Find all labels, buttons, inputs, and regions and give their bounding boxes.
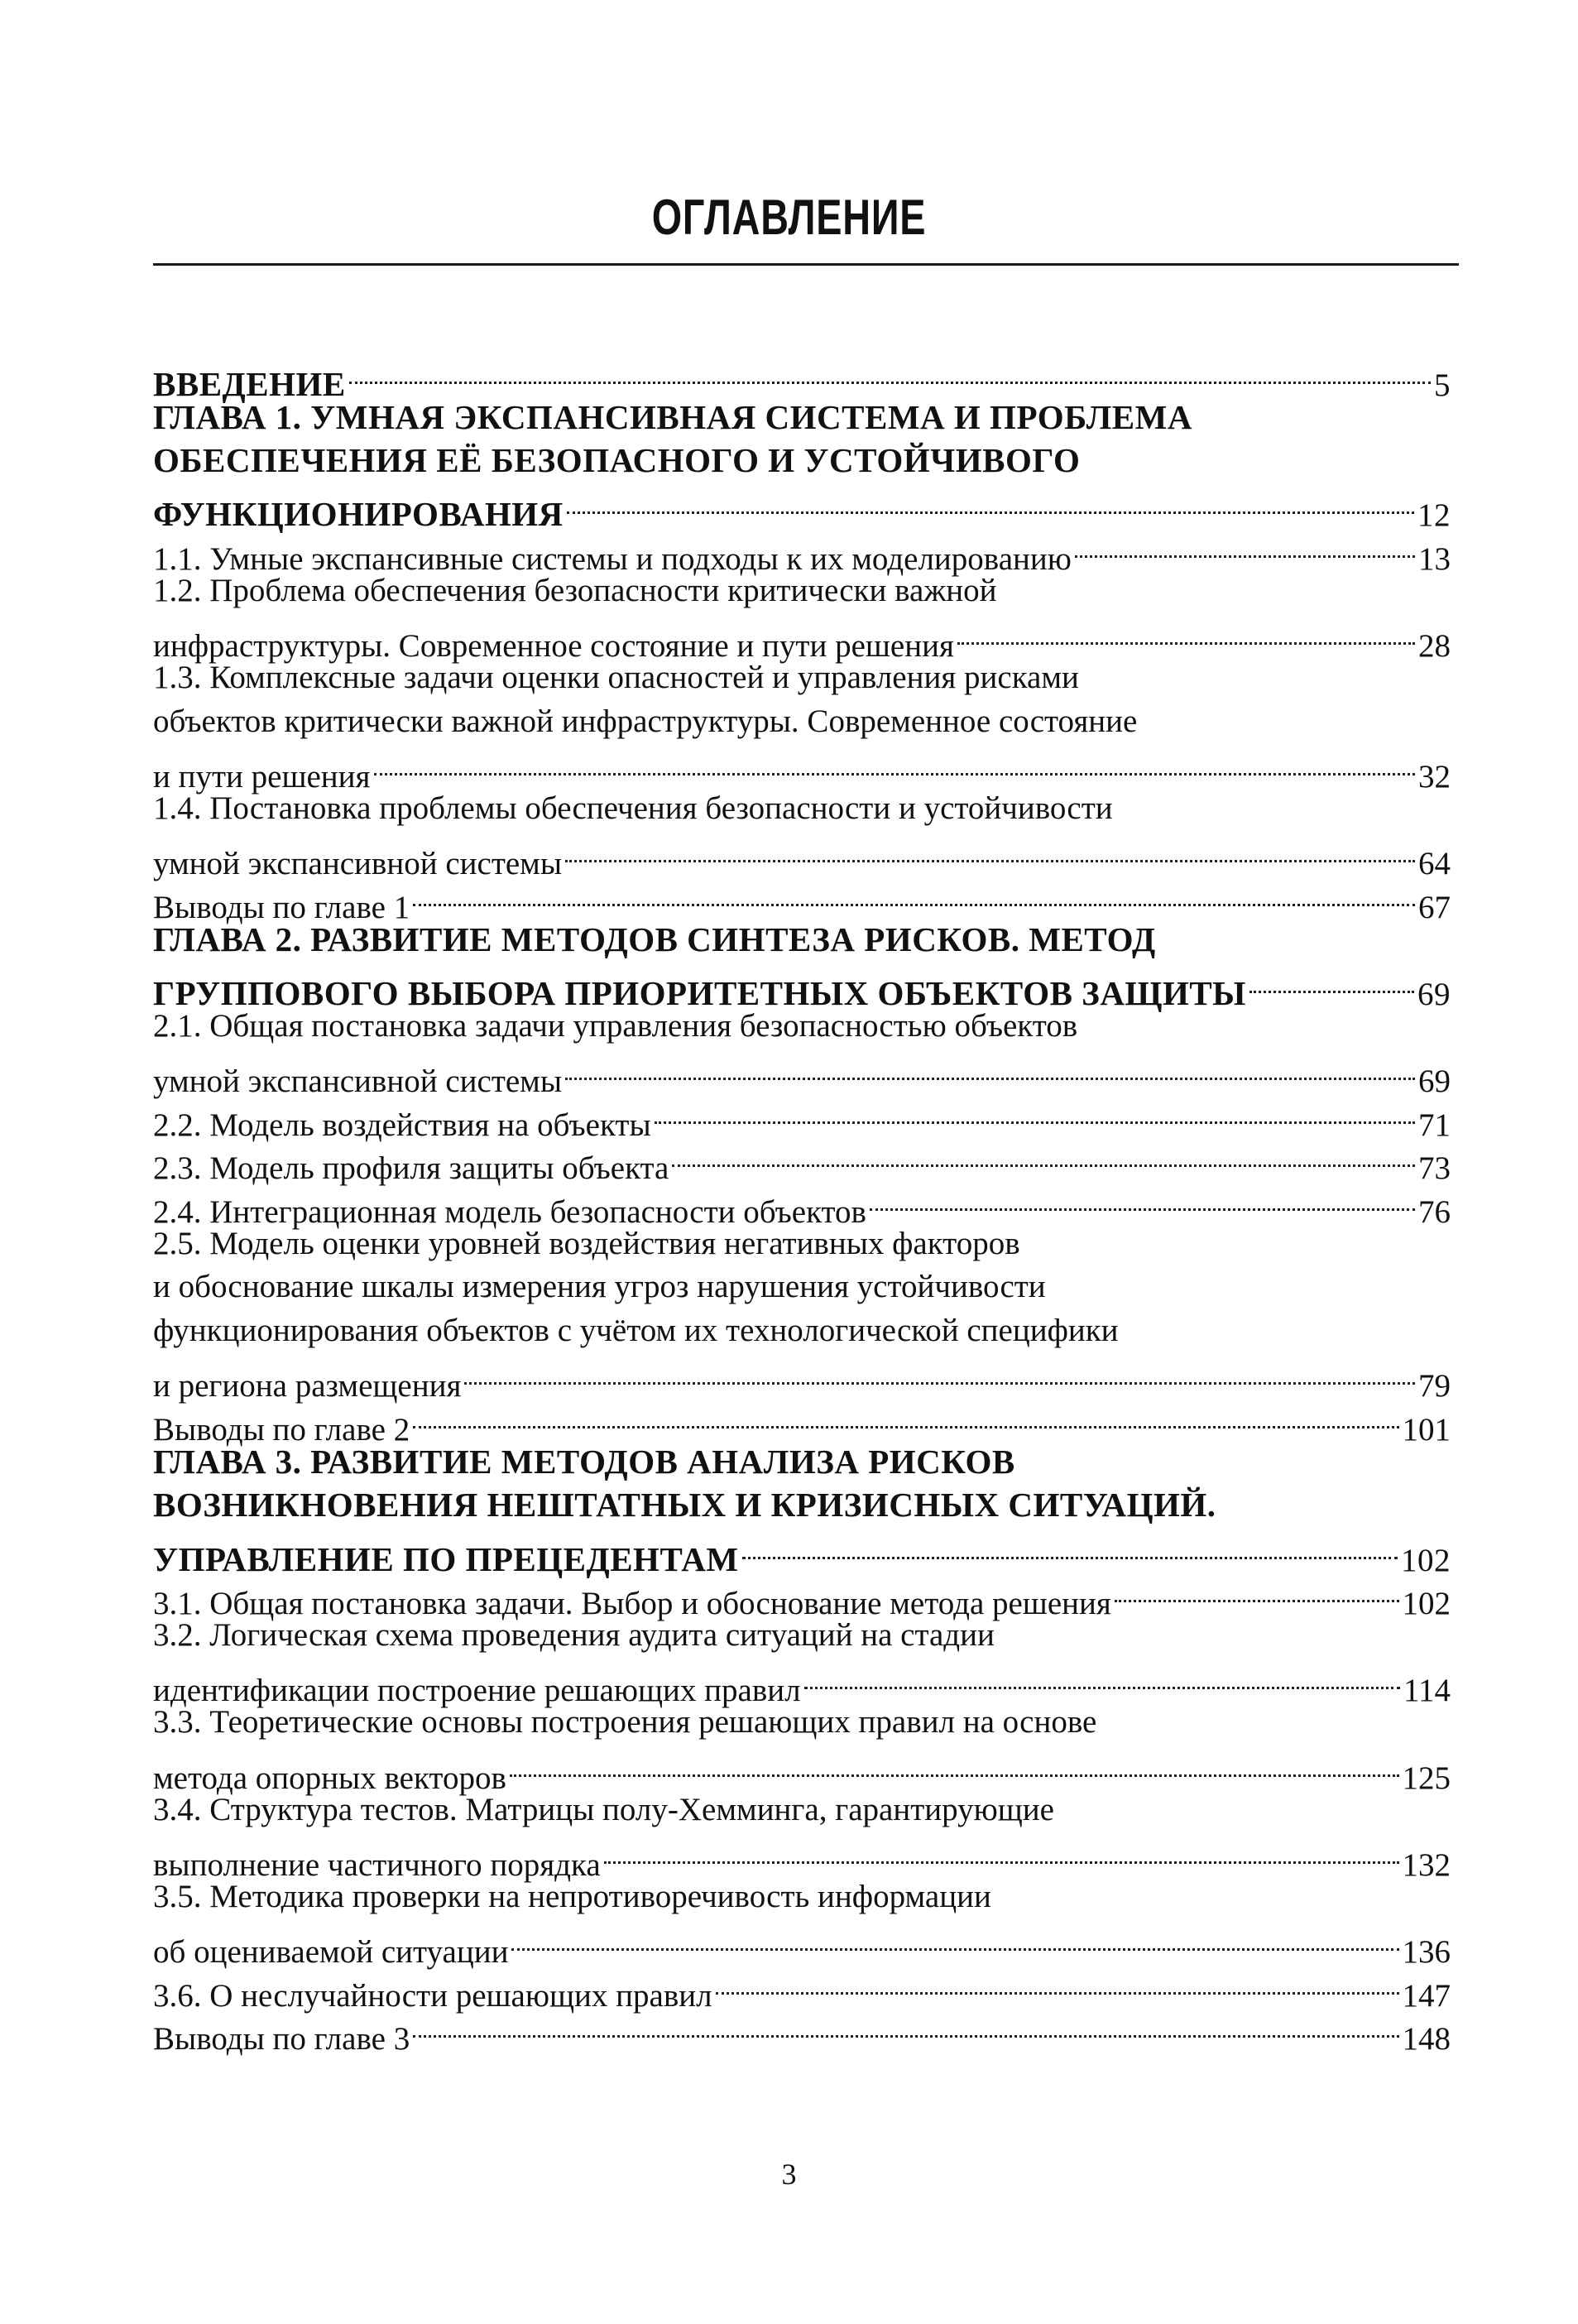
toc-entry-text: объектов критически важной инфраструктуры. Современное состояние xyxy=(153,703,1138,739)
toc-page-number: 148 xyxy=(1402,2021,1451,2058)
toc-section-line xyxy=(153,1832,1451,1883)
toc-entry-text: 3.1. Общая постановка задачи. Выбор и обоснование метода решения xyxy=(153,1586,1111,1622)
toc-section-line xyxy=(153,1005,1451,1049)
toc-page-number: 136 xyxy=(1402,1933,1451,1970)
toc-entry-text: 2.2. Модель воздействия на объекты xyxy=(153,1107,651,1143)
page-title: ОГЛАВЛЕНИЕ xyxy=(651,190,927,245)
toc-section-line xyxy=(153,1222,1451,1266)
toc-chapter-line xyxy=(153,918,1451,962)
toc-entry-text: ВОЗНИКНОВЕНИЯ НЕШТАТНЫХ И КРИЗИСНЫХ СИТУАЦИЙ. xyxy=(153,1486,1216,1525)
toc-section-line xyxy=(153,700,1451,744)
toc-section-line xyxy=(153,1918,1451,1970)
dot-leader xyxy=(511,1918,1398,1962)
toc-page-number: 67 xyxy=(1418,889,1451,925)
toc-section-line xyxy=(153,1789,1451,1832)
toc-section-line xyxy=(153,1875,1451,1919)
toc-section-line xyxy=(153,1353,1451,1404)
toc-page-number: 69 xyxy=(1418,1064,1451,1100)
page-number: 3 xyxy=(781,2158,797,2191)
toc-page-number: 102 xyxy=(1401,1542,1451,1578)
toc-section-line xyxy=(153,1614,1451,1658)
toc-entry-text: 3.6. О неслучайности решающих правил xyxy=(153,1977,712,2014)
toc-page-number: 69 xyxy=(1417,976,1451,1012)
toc-page-number: 28 xyxy=(1418,628,1451,665)
toc-entry-text: ГРУППОВОГО ВЫБОРА ПРИОРИТЕТНЫХ ОБЪЕКТОВ ЗАЩИТЫ xyxy=(153,973,1246,1012)
toc-entry-text: Выводы по главе 1 xyxy=(153,889,410,925)
toc-entry-text: 3.5. Методика проверки на непротиворечивость информации xyxy=(153,1878,991,1914)
dot-leader xyxy=(464,1353,1415,1397)
toc-entry-text: об оцениваемой ситуации xyxy=(153,1933,509,1970)
toc-page-number: 101 xyxy=(1402,1411,1451,1448)
toc-entry-text: 3.2. Логическая схема проведения аудита ситуаций на стадии xyxy=(153,1617,995,1654)
toc-section-line xyxy=(153,787,1451,831)
toc-entry-text: идентификации построение решающих правил xyxy=(153,1673,801,1709)
toc-entry-text: и региона размещения xyxy=(153,1368,462,1404)
toc-page-number: 64 xyxy=(1418,846,1451,882)
toc-page-number: 73 xyxy=(1418,1150,1451,1187)
toc-page-number: 5 xyxy=(1434,367,1451,403)
toc-entry-text: ГЛАВА 3. РАЗВИТИЕ МЕТОДОВ АНАЛИЗА РИСКОВ xyxy=(153,1442,1015,1481)
toc-page-number: 79 xyxy=(1418,1368,1451,1404)
dot-leader xyxy=(672,1136,1415,1179)
toc-section-line xyxy=(153,569,1451,613)
toc-chapter-line xyxy=(153,352,1451,403)
toc-page-number: 132 xyxy=(1402,1846,1451,1883)
dot-leader xyxy=(565,1049,1415,1092)
toc-entry-text: 1.4. Постановка проблемы обеспечения безопасности и устойчивости xyxy=(153,790,1113,826)
toc-page-number: 12 xyxy=(1417,497,1451,534)
toc-section-line xyxy=(153,1701,1451,1745)
toc-page-number: 76 xyxy=(1418,1193,1451,1230)
dot-leader xyxy=(1249,961,1414,1005)
toc-page-number: 114 xyxy=(1403,1673,1451,1709)
toc-entry-text: функционирования объектов с учётом их технологической специфики xyxy=(153,1313,1119,1349)
toc-entry-text: ГЛАВА 2. РАЗВИТИЕ МЕТОДОВ СИНТЕЗА РИСКОВ. МЕТОД xyxy=(153,920,1156,958)
toc-entry-text: ВВЕДЕНИЕ xyxy=(153,364,346,403)
toc-section-line xyxy=(153,831,1451,882)
dot-leader xyxy=(413,2006,1398,2050)
dot-leader xyxy=(565,831,1415,875)
toc-entry-text: 1.1. Умные экспансивные системы и подходы к их моделированию xyxy=(153,540,1072,577)
dot-leader xyxy=(716,1962,1399,2006)
toc-entry-text: умной экспансивной системы xyxy=(153,1064,563,1100)
toc-entry-text: 2.1. Общая постановка задачи управления безопасностью объектов xyxy=(153,1007,1078,1044)
toc-entry-text: 2.4. Интеграционная модель безопасности объектов xyxy=(153,1193,866,1230)
dot-leader xyxy=(804,1658,1400,1702)
toc-page-number: 125 xyxy=(1402,1760,1451,1796)
dot-leader xyxy=(742,1527,1398,1571)
toc-entry-text: 1.3. Комплексные задачи оценки опасностей и управления рисками xyxy=(153,660,1079,696)
toc-chapter-line xyxy=(153,439,1451,483)
toc-section-line xyxy=(153,613,1451,665)
toc-entry-text: и пути решения xyxy=(153,758,371,795)
toc-entry-text: 2.3. Модель профиля защиты объекта xyxy=(153,1150,669,1187)
dot-leader xyxy=(510,1745,1399,1789)
toc-entry-text: 1.2. Проблема обеспечения безопасности критически важной xyxy=(153,572,997,608)
dot-leader xyxy=(957,613,1415,657)
toc-entry-text: Выводы по главе 2 xyxy=(153,1411,410,1448)
table-of-contents xyxy=(153,352,1451,2058)
toc-chapter-line xyxy=(153,1483,1451,1527)
toc-entry-text: инфраструктуры. Современное состояние и пути решения xyxy=(153,628,954,665)
title-divider xyxy=(153,263,1459,266)
dot-leader xyxy=(567,483,1414,526)
toc-chapter-line xyxy=(153,961,1451,1012)
toc-section-line xyxy=(153,743,1451,795)
toc-section-line xyxy=(153,1745,1451,1796)
toc-chapter-line xyxy=(153,1440,1451,1484)
dot-leader xyxy=(655,1092,1415,1136)
toc-section-line xyxy=(153,1049,1451,1100)
toc-chapter-line xyxy=(153,483,1451,534)
toc-section-line xyxy=(153,1658,1451,1709)
dot-leader xyxy=(870,1179,1415,1222)
toc-page-number: 32 xyxy=(1418,758,1451,795)
toc-entry-text: 2.5. Модель оценки уровней воздействия негативных факторов xyxy=(153,1225,1020,1261)
toc-page-number: 102 xyxy=(1402,1586,1451,1622)
toc-entry-text: ОБЕСПЕЧЕНИЯ ЕЁ БЕЗОПАСНОГО И УСТОЙЧИВОГО xyxy=(153,441,1081,480)
toc-section-line xyxy=(153,1265,1451,1309)
toc-entry-text: УПРАВЛЕНИЕ ПО ПРЕЦЕДЕНТАМ xyxy=(153,1539,739,1578)
toc-entry-text: ГЛАВА 1. УМНАЯ ЭКСПАНСИВНАЯ СИСТЕМА И ПРОБЛЕМА xyxy=(153,397,1192,436)
dot-leader xyxy=(413,1396,1398,1440)
toc-page-number: 13 xyxy=(1418,540,1451,577)
dot-leader xyxy=(374,743,1416,787)
toc-entry-text: выполнение частичного порядка xyxy=(153,1846,601,1883)
toc-section-line xyxy=(153,1309,1451,1353)
dot-leader xyxy=(413,874,1415,918)
toc-page-number: 147 xyxy=(1402,1977,1451,2014)
dot-leader xyxy=(349,352,1431,396)
toc-chapter-line xyxy=(153,396,1451,439)
toc-entry-text: и обоснование шкалы измерения угроз нарушения устойчивости xyxy=(153,1269,1046,1305)
dot-leader xyxy=(1115,1571,1399,1615)
toc-entry-text: 3.4. Структура тестов. Матрицы полу-Хемминга, гарантирующие xyxy=(153,1791,1054,1827)
toc-page-number: 71 xyxy=(1418,1107,1451,1143)
toc-entry-text: 3.3. Теоретические основы построения решающих правил на основе xyxy=(153,1704,1097,1741)
toc-entry-text: умной экспансивной системы xyxy=(153,846,563,882)
toc-entry-text: метода опорных векторов xyxy=(153,1760,506,1796)
toc-chapter-line xyxy=(153,1527,1451,1578)
toc-entry-text: ФУНКЦИОНИРОВАНИЯ xyxy=(153,495,564,534)
dot-leader xyxy=(1075,526,1415,569)
dot-leader xyxy=(604,1832,1399,1875)
toc-entry-text: Выводы по главе 3 xyxy=(153,2021,410,2058)
toc-section-line xyxy=(153,656,1451,700)
